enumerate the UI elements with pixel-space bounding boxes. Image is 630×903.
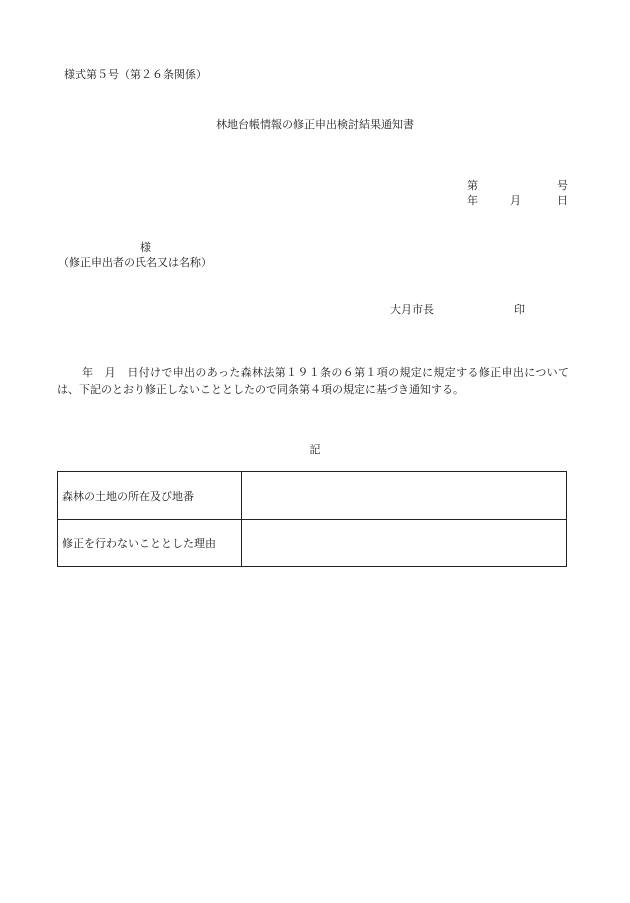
table-row [58,520,567,567]
document-title: 林地台帳情報の修正申出検討結果通知書 [216,118,414,131]
date-year-label: 年 [467,194,478,207]
addressee-note: （修正申出者の氏名又は名称） [58,256,212,269]
reason-value [242,520,567,567]
issuer-name: 大月市長 [390,303,434,316]
date-day-label: 日 [557,194,568,207]
reason-label: 修正を行わないこととした理由 [58,520,242,567]
detail-table [57,471,567,567]
ki-heading: 記 [309,443,321,456]
form-number: 様式第５号（第２６条関係） [64,68,207,81]
table-row [58,472,567,520]
notification-body: 年 月 日付けで申出のあった森林法第１９１条の６第１項の規定に規定する修正申出については、下記のとおり修正しないこととしたので同条第４項の規定に基づき通知する。 [57,366,569,396]
location-value [242,472,567,520]
document-number-suffix: 号 [557,179,568,192]
location-label: 森林の土地の所在及び地番 [58,472,242,520]
seal-mark: 印 [514,303,525,316]
document-number-prefix: 第 [467,179,478,192]
date-month-label: 月 [510,194,521,207]
addressee-honorific: 様 [140,241,151,254]
